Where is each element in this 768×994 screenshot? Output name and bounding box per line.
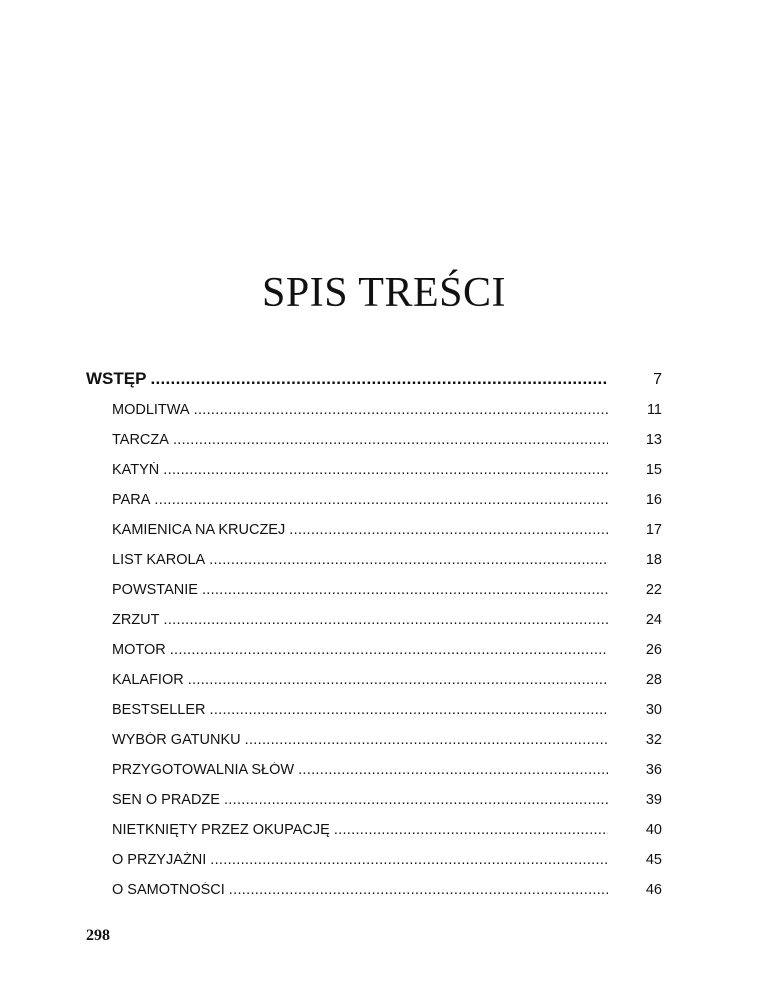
toc-entry-label: PRZYGOTOWALNIA SŁÓW xyxy=(112,762,295,778)
dot-leader xyxy=(334,822,608,838)
dot-leader xyxy=(150,369,608,389)
dot-leader xyxy=(170,642,608,658)
toc-entry xyxy=(112,792,608,808)
toc-entry-label: PARA xyxy=(112,492,151,508)
dot-leader xyxy=(154,492,608,508)
toc-entry xyxy=(112,432,608,448)
toc-main-entry xyxy=(86,369,608,389)
dot-leader xyxy=(209,552,608,568)
toc-entry xyxy=(112,732,608,748)
toc-entry-label: O SAMOTNOŚCI xyxy=(112,882,225,898)
toc-entry xyxy=(112,882,608,898)
toc-entry-label: KATYŃ xyxy=(112,462,160,478)
toc-entry xyxy=(112,522,608,538)
toc-entry xyxy=(112,402,608,418)
toc-entry-label: MOTOR xyxy=(112,642,166,658)
toc-entry-page: 40 xyxy=(645,822,662,838)
toc-entry-label: BESTSELLER xyxy=(112,702,206,718)
toc-entry-page: 45 xyxy=(645,852,662,868)
dot-leader xyxy=(202,582,608,598)
toc-entry-page: 39 xyxy=(645,792,662,808)
toc-entry-page: 11 xyxy=(646,402,662,418)
toc-entry-page: 32 xyxy=(645,732,662,748)
dot-leader xyxy=(289,522,608,538)
dot-leader xyxy=(229,882,608,898)
toc-entry-label: WYBÓR GATUNKU xyxy=(112,732,241,748)
toc-entry xyxy=(112,702,608,718)
toc-entry-page: 13 xyxy=(645,432,662,448)
toc-entry-page: 15 xyxy=(645,462,662,478)
toc-entry-label: ZRZUT xyxy=(112,612,160,628)
toc-entry-label: KAMIENICA NA KRUCZEJ xyxy=(112,522,286,538)
dot-leader xyxy=(245,732,608,748)
page-number: 298 xyxy=(86,927,110,944)
dot-leader xyxy=(173,432,608,448)
dot-leader xyxy=(163,462,608,478)
toc-entry-label: O PRZYJAŹNI xyxy=(112,852,207,868)
toc-entry-page: 22 xyxy=(645,582,662,598)
toc-main-entry-label: WSTĘP xyxy=(86,369,147,388)
toc-entry xyxy=(112,822,608,838)
toc-entry xyxy=(112,552,608,568)
toc-entry-label: LIST KAROLA xyxy=(112,552,206,568)
toc-entry xyxy=(112,612,608,628)
dot-leader xyxy=(188,672,608,688)
page-title: SPIS TREŚCI xyxy=(262,270,506,316)
toc-entry xyxy=(112,762,608,778)
toc-entry-page: 24 xyxy=(645,612,662,628)
toc-entry-page: 18 xyxy=(645,552,662,568)
toc-entry xyxy=(112,582,608,598)
toc-entry-page: 26 xyxy=(645,642,662,658)
toc-entry xyxy=(112,642,608,658)
dot-leader xyxy=(210,702,609,718)
dot-leader xyxy=(224,792,608,808)
toc-entry-page: 46 xyxy=(645,882,662,898)
toc-entry xyxy=(112,492,608,508)
toc-entry-label: NIETKNIĘTY PRZEZ OKUPACJĘ xyxy=(112,822,330,838)
toc-entry-label: SEN O PRADZE xyxy=(112,792,220,808)
dot-leader xyxy=(164,612,608,628)
toc-main-entry-page: 7 xyxy=(653,371,662,388)
toc-entry-label: TARCZA xyxy=(112,432,169,448)
dot-leader xyxy=(298,762,608,778)
toc-entry-page: 30 xyxy=(645,702,662,718)
toc-entry-label: MODLITWA xyxy=(112,402,190,418)
toc-entry-page: 16 xyxy=(645,492,662,508)
toc-entry-page: 36 xyxy=(645,762,662,778)
toc-entry-page: 17 xyxy=(645,522,662,538)
toc-entry xyxy=(112,672,608,688)
toc-entry xyxy=(112,852,608,868)
toc-entry-label: POWSTANIE xyxy=(112,582,198,598)
toc-entry xyxy=(112,462,608,478)
toc-entry-label: KALAFIOR xyxy=(112,672,184,688)
toc-entry-page: 28 xyxy=(645,672,662,688)
dot-leader xyxy=(194,402,608,418)
dot-leader xyxy=(210,852,608,868)
